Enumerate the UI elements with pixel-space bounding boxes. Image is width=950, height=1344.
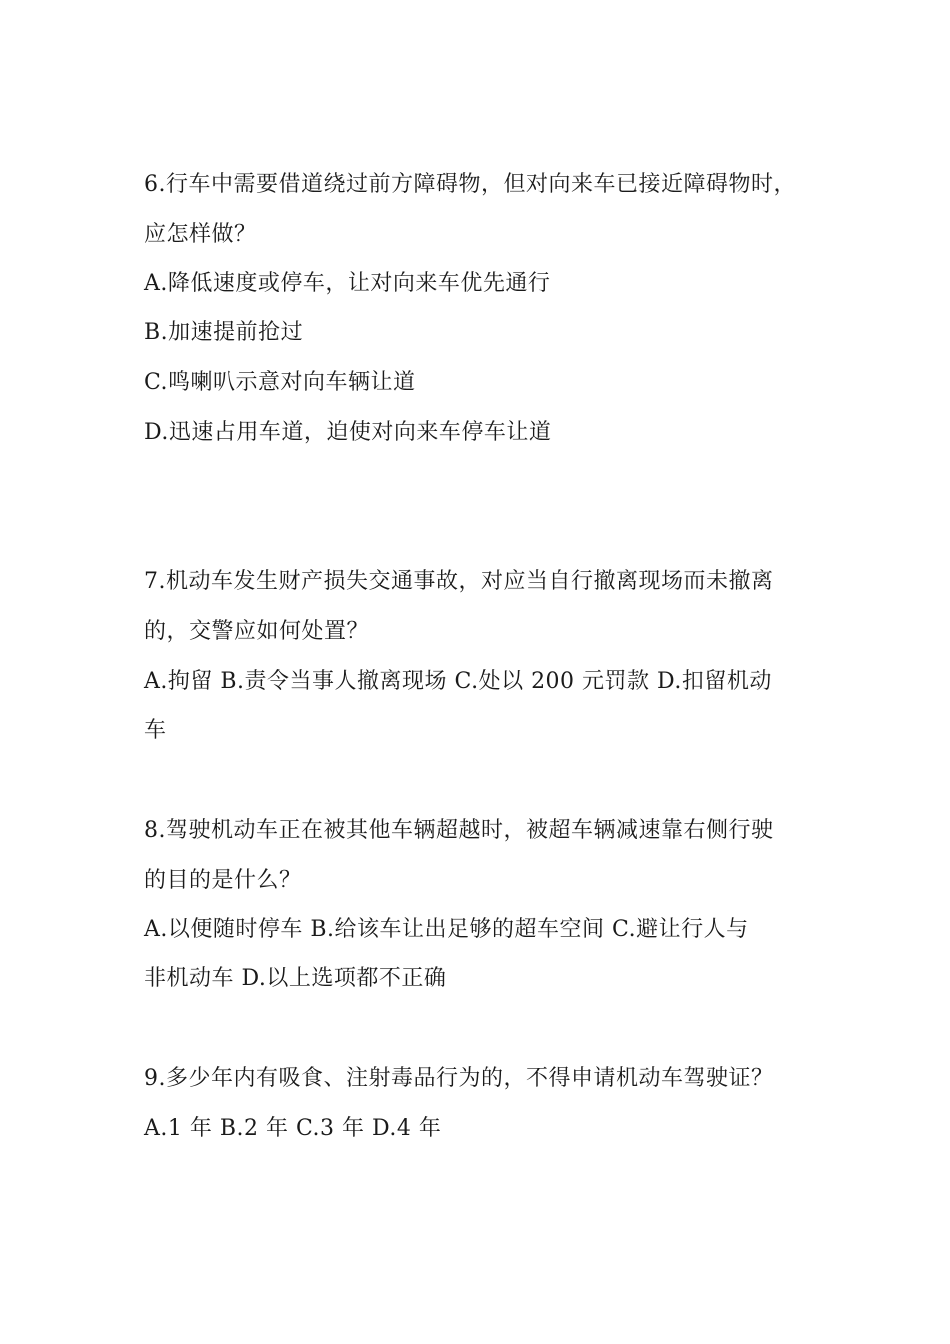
question-7-options-line-2: 车 [144, 718, 167, 743]
question-8-line-2: 的目的是什么？ [144, 868, 302, 893]
question-7-line-2: 的，交警应如何处置？ [144, 619, 370, 644]
question-9-line-1: 9.多少年内有吸食、注射毒品行为的，不得申请机动车驾驶证？ [144, 1066, 774, 1091]
question-6-option-d: D.迅速占用车道，迫使对向来车停车让道 [144, 420, 552, 445]
question-6-line-1: 6.行车中需要借道绕过前方障碍物，但对向来车已接近障碍物时， [144, 172, 796, 197]
question-9-options-line-1: A.1 年 B.2 年 C.3 年 D.4 年 [144, 1116, 442, 1141]
question-8-options-line-2: 非机动车 D.以上选项都不正确 [144, 966, 447, 991]
question-6-option-a: A.降低速度或停车，让对向来车优先通行 [144, 271, 551, 296]
question-7-line-1: 7.机动车发生财产损失交通事故，对应当自行撤离现场而未撤离 [144, 569, 774, 594]
question-7-options-line-1: A.拘留 B.责令当事人撤离现场 C.处以 200 元罚款 D.扣留机动 [144, 669, 772, 694]
question-6-option-c: C.鸣喇叭示意对向车辆让道 [144, 370, 416, 395]
question-8-line-1: 8.驾驶机动车正在被其他车辆超越时，被超车辆减速靠右侧行驶 [144, 818, 774, 843]
question-6-option-b: B.加速提前抢过 [144, 320, 304, 345]
question-6-line-2: 应怎样做？ [144, 222, 257, 247]
question-8-options-line-1: A.以便随时停车 B.给该车让出足够的超车空间 C.避让行人与 [144, 917, 749, 942]
